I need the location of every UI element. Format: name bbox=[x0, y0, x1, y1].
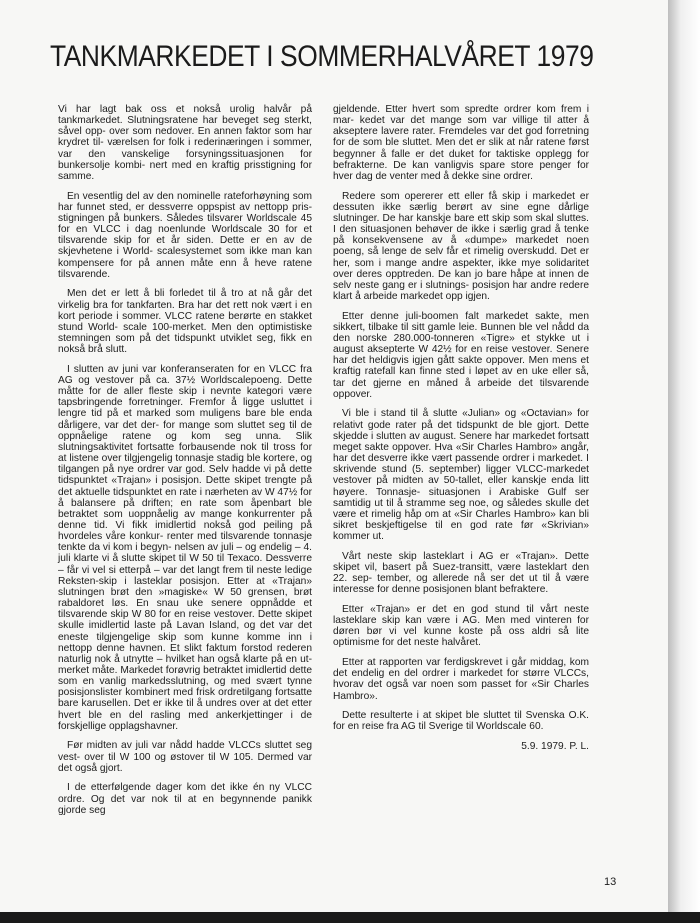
paragraph: Vi har lagt bak oss et nokså urolig halvår på tankmarkedet. Slutningsratene har beveget seg sterkt, såvel opp- over som nedover. En annen faktor som har krydret til- værelsen for folk i rederinæringen i sommer, var den vanskelige forsyningssituasjonen for bunkersolje kombi- nert med en kraftig prisstigning for samme. bbox=[58, 104, 312, 182]
paragraph: Dette resulterte i at skipet ble sluttet til Svenska O.K. for en reise fra AG til Sverige til Worldscale 60. bbox=[333, 710, 589, 733]
paragraph: I slutten av juni var konferanseraten for en VLCC fra AG og vestover på ca. 37½ Worldscalepoeng. Dette måtte for de aller fleste skip i nevnte kategori være tapsbringende forretninger. Fremfor å ligge usluttet i lengre tid på et marked som muligens bare ble enda dårligere, var det der- for mange som sluttet seg til de oppnåelige ratene og kom seg unna. Slik slutningsaktivitet fortsatte forbausende nok til tross for at listene over tilgjengelig tonnasje stadig ble kortere, og tilgangen på nye ordrer var god. Selv hadde vi på dette tidspunktet «Trajan» i posisjon. Dette skipet trengte på det aktuelle tidspunktet en rate i nærheten av W 47½ for å balansere på driften; en rate som åpenbart ble betraktet som uoppnåelig av mange konkurrenter på denne tid. Vi fikk imidlertid nokså god peiling på hvordeles våre konkur- renter med tilsvarende tonnasje tenkte da vi kom i begyn- nelsen av juli – og endelig – 4. juli klarte vi å slutte skipet til W 50 til Texaco. Dessverre – får vi vel si etterpå – var det langt frem til neste ledige Reksten-skip i lasteklar posisjon. Etter at «Trajan» slutningen brøt den »magiske« W 50 grensen, brøt rabaldoret løs. En snau uke senere oppnådde et tilsvarende skip W 80 for en reise vestover. Dette skipet skulle imidlertid laste på Lavan Island, og det var det eneste tilgjengelige skip som kunne komme inn i nettopp denne havnen. Et slikt faktum forstod rederen naturlig nok å utnytte – hvilket han også klarte på en ut- merket måte. Markedet forøvrig betraktet imidlertid dette som en vanlig markedsslutning, og med svært tynne posisjonslister kombinert med frisk ordretilgang fortsatte bare karusellen. Det er ikke til å undres over at det etter hvert ble en del rasling med ankerkjettinger i de forskjellige opplagshavner. bbox=[58, 363, 312, 732]
paragraph: Etter «Trajan» er det en god stund til vårt neste lasteklare skip kan være i AG. Men med vinteren for døren bør vi vel kunne koste på oss aldri så lite optimisme for det neste halvåret. bbox=[333, 603, 589, 649]
paragraph: Før midten av juli var nådd hadde VLCCs sluttet seg vest- over til W 100 og østover til W 105. Dermed var det også gjort. bbox=[58, 740, 312, 774]
page-number: 13 bbox=[604, 876, 617, 888]
paragraph: Etter at rapporten var ferdigskrevet i går middag, kom det endelig en del ordrer i markedet for større VLCCs, hvorav det også var noen som passet for «Sir Charles Hambro». bbox=[333, 657, 589, 702]
page-edge-shadow bbox=[668, 0, 700, 923]
paragraph: Redere som opererer ett eller få skip i markedet er dessuten ikke særlig berørt av sine egne dårlige slutninger. De har kanskje bare ett skip som skal sluttes. I den situasjonen behøver de ikke i særlig grad å tenke på konsekvensene av å «dumpe» markedet noen poeng, så lenge de selv får et rimelig overskudd. Det er her, som i mange andre aspekter, ikke mye solidaritet over deres opptreden. De kan jo bare håpe at innen de selv neste gang er i slutnings- posisjon har andre redere klart å arbeide markedet opp igjen. bbox=[333, 190, 589, 302]
signature: 5.9. 1979. P. L. bbox=[521, 740, 589, 752]
paragraph: gjeldende. Etter hvert som spredte ordrer kom frem i mar- kedet var det mange som var villige til atter å akseptere lavere rater. Fremdeles var det god forretning for de som ble sluttet. Men det er slik at når ratene først begynner å falle er det duket for taktiske opplegg for befrakterne. De kan vanligvis spare store penger for hver dag de venter med å dekke sine ordrer. bbox=[333, 104, 589, 182]
paragraph: Vårt neste skip lasteklart i AG er «Trajan». Dette skipet vil, basert på Suez-transitt, være lasteklart den 22. sep- tember, og allerede nå ser det ut til å være interesse for denne posisjonen blant befraktere. bbox=[333, 550, 589, 596]
right-column bbox=[333, 104, 589, 761]
article-title: TANKMARKEDET I SOMMERHALVÅRET 1979 bbox=[50, 40, 594, 73]
paragraph: I de etterfølgende dager kom det ikke én ny VLCC ordre. Og det var nok til at en begynnende panikk gjorde seg bbox=[58, 782, 312, 816]
paragraph: Men det er lett å bli forledet til å tro at nå går det virkelig bra for tankfarten. Bra har det rett nok vært i en kort periode i sommer. VLCC ratene berørte en stakket stund World- scale 100-merket. Men den optimistiske stemningen som på det tidspunkt utviklet seg, fikk en nokså brå slutt. bbox=[58, 288, 312, 356]
left-column bbox=[58, 104, 312, 824]
scan-bottom-border bbox=[0, 912, 700, 923]
paragraph: En vesentlig del av den nominelle rateforhøyning som har funnet sted, er dessverre oppspist av nettopp pris- stigningen på bunkers. Således tilsvarer Worldscale 45 for en VLCC i dag noenlunde Worldscale 30 for et tilsvarende skip for et år siden. Dette er en av de skjevhetene i World- scalesystemet som ikke man kan kompensere for på annen måte enn å heve ratene tilsvarende. bbox=[58, 190, 312, 280]
paragraph: Etter denne juli-boomen falt markedet sakte, men sikkert, tilbake til sitt gamle leie. Bunnen ble vel nådd da den norske 280.000-tonneren «Tigre» et stykke ut i august aksepterte W 42½ for en reise vestover. Senere har det heldigvis igjen gått sakte oppover. Men mens et kraftig ratefall kan finne sted i løpet av en uke eller så, tar det gjerne en måned å arbeide det tilsvarende oppover. bbox=[333, 310, 589, 400]
paragraph: Vi ble i stand til å slutte «Julian» og «Octavian» for relativt gode rater på det tidspunkt de ble gjort. Dette skjedde i slutten av august. Senere har markedet fortsatt meget sakte oppover. Hva «Sir Charles Hambro» angår, har det desverre ikke vært passende ordrer i markedet. I skrivende stund (5. september) ligger VLCC-markedet vestover på midten av 50-tallet, eller kanskje enda litt høyere. Tonnasje- situasjonen i Arabiske Gulf ser samtidig ut til å stramme seg noe, og således skulle det være et rimelig håp om at «Sir Charles Hambro» kan bli sikret beskjeftigelse til en god rate før «Skrivian» kommer ut. bbox=[333, 408, 589, 543]
